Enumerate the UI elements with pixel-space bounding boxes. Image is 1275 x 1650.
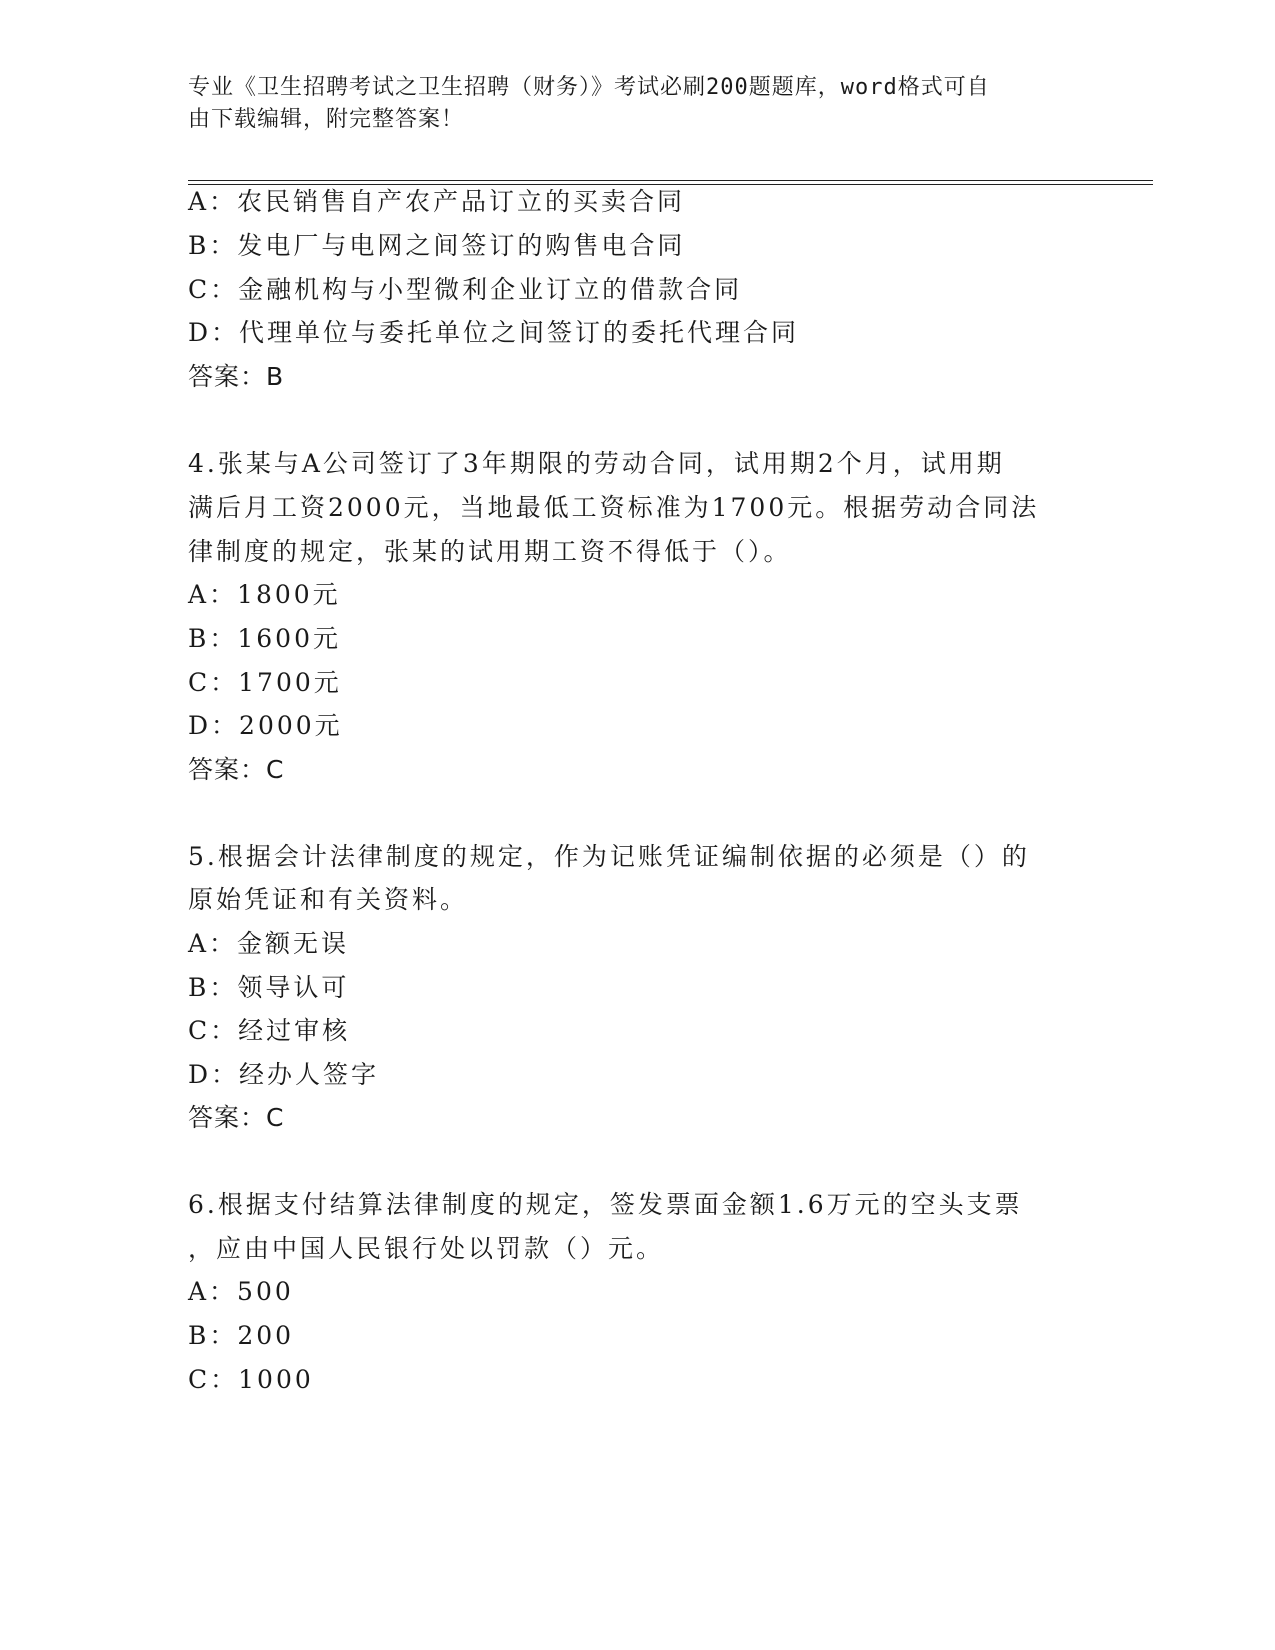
q5-option-a: A：金额无误: [188, 929, 350, 958]
q5-option-d: D：经办人签字: [188, 1060, 380, 1089]
q3-option-d: D：代理单位与委托单位之间签订的委托代理合同: [188, 318, 800, 347]
q3-option-c: C：金融机构与小型微利企业订立的借款合同: [188, 275, 743, 304]
header-line-1: 专业《卫生招聘考试之卫生招聘（财务）》考试必刷200题题库，word格式可自: [188, 75, 990, 100]
q4-option-b: B：1600元: [188, 624, 341, 653]
q5-answer: 答案：C: [188, 1103, 285, 1132]
q4-option-c: C：1700元: [188, 668, 342, 697]
q3-option-b: B：发电厂与电网之间签订的购售电合同: [188, 231, 686, 260]
q6-option-a: A：500: [188, 1277, 294, 1306]
q6-text-line-1: 6.根据支付结算法律制度的规定，签发票面金额1.6万元的空头支票: [188, 1190, 1023, 1219]
q6-option-b: B：200: [188, 1321, 295, 1350]
q5-option-c: C：经过审核: [188, 1016, 351, 1045]
q5-text-line-2: 原始凭证和有关资料。: [188, 885, 469, 914]
q4-text-line-3: 律制度的规定，张某的试用期工资不得低于（）。: [188, 537, 792, 566]
q5-text-line-1: 5.根据会计法律制度的规定，作为记账凭证编制依据的必须是（）的: [188, 842, 1030, 871]
header-rule-top: [188, 180, 1153, 181]
q5-option-b: B：领导认可: [188, 973, 350, 1002]
q6-text-line-2: ，应由中国人民银行处以罚款（）元。: [188, 1234, 665, 1263]
header-rule-bottom: [188, 184, 1153, 185]
q6-option-c: C：1000: [188, 1365, 314, 1394]
q4-text-line-2: 满后月工资2000元，当地最低工资标准为1700元。根据劳动合同法: [188, 493, 1040, 522]
q3-option-a: A：农民销售自产农产品订立的买卖合同: [188, 187, 686, 216]
document-header: [188, 72, 1068, 136]
q3-answer: 答案：B: [188, 362, 285, 391]
q4-option-d: D：2000元: [188, 711, 343, 740]
q4-answer: 答案：C: [188, 755, 285, 784]
header-line-2: 由下载编辑，附完整答案！: [188, 107, 465, 132]
q4-text-line-1: 4.张某与A公司签订了3年期限的劳动合同，试用期2个月，试用期: [188, 449, 1005, 478]
q4-option-a: A：1800元: [188, 580, 341, 609]
